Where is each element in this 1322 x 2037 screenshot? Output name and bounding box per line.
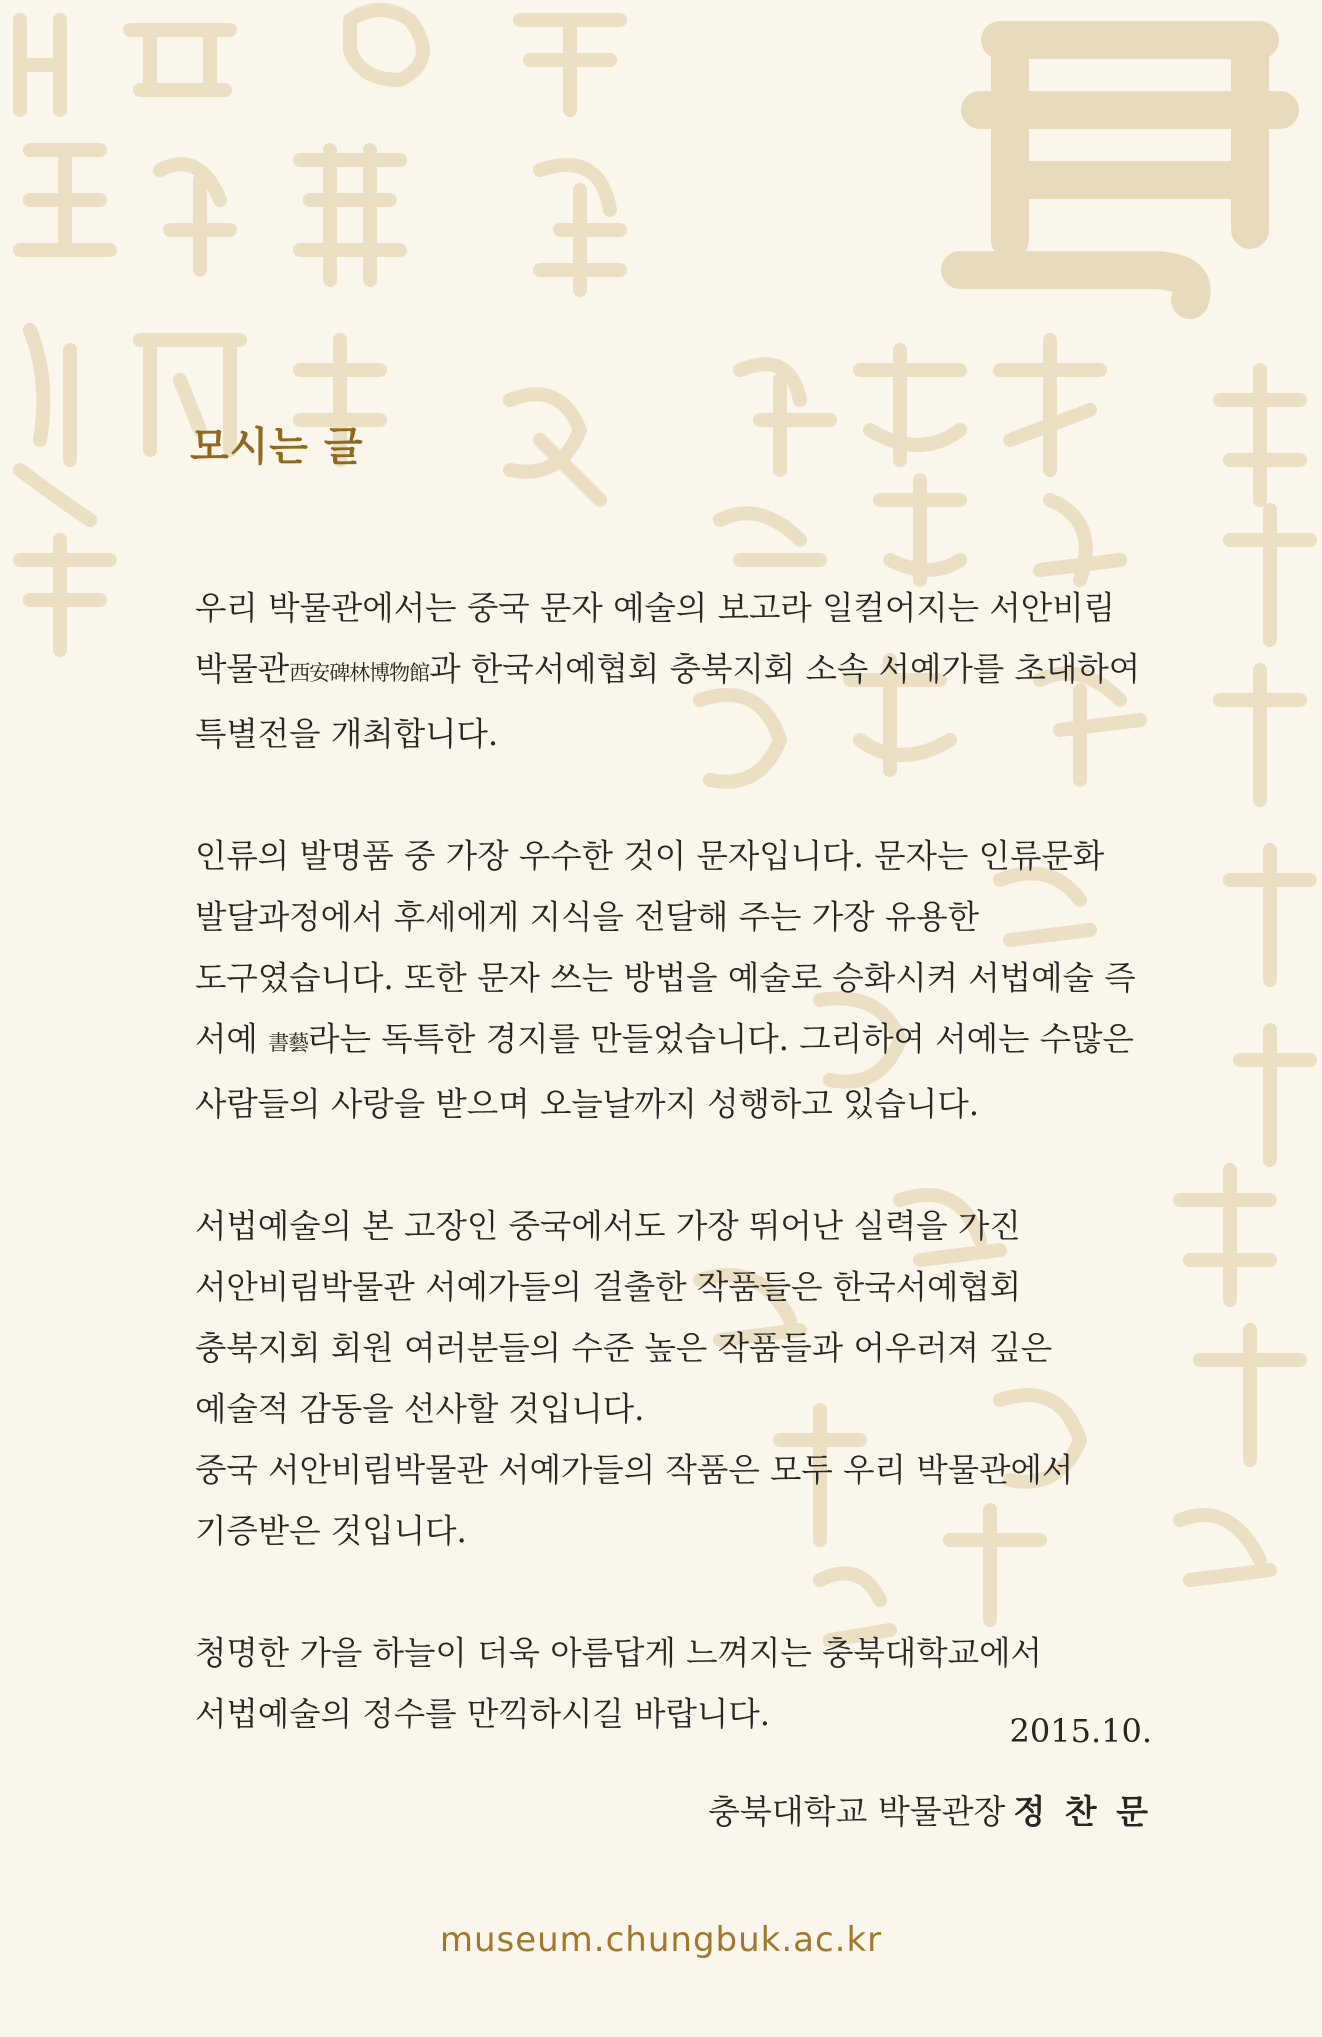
hanja-annotation: 書藝	[268, 1031, 309, 1055]
hanja-annotation: 西安碑林博物館	[289, 661, 430, 685]
letter-date: 2015.10.	[1009, 1712, 1152, 1750]
paragraph-writing	[195, 826, 1155, 1135]
museum-website-link[interactable]: museum.chungbuk.ac.kr	[439, 1920, 883, 1960]
letter-body	[195, 578, 1155, 1806]
paragraph-text: 라는 독특한 경지를 만들었습니다. 그리하여 서예는 수많은 사람들의 사랑을 받으며 오늘날까지 성행하고 있습니다.	[195, 1020, 1134, 1123]
page-title: 모시는 글	[190, 424, 364, 470]
paragraph-intro	[195, 578, 1155, 765]
paragraph-exhibition: 서법예술의 본 고장인 중국에서도 가장 뛰어난 실력을 가진 서안비림박물관 서예가들의 걸출한 작품들은 한국서예협회 충북지회 회원 여러분들의 수준 높은 작품들과 어우러져 깊은 예술적 감동을 선사할 것입니다.	[195, 1207, 1053, 1428]
paragraph-donation: 중국 서안비림박물관 서예가들의 작품은 모두 우리 박물관에서 기증받은 것입니다.	[195, 1451, 1074, 1550]
signature	[708, 1786, 1152, 1833]
signature-name: 정 찬 문	[1013, 1792, 1152, 1831]
paragraph-closing: 청명한 가을 하늘이 더욱 아름답게 느껴지는 충북대학교에서 서법예술의 정수를 만끽하시길 바랍니다.	[195, 1634, 1042, 1733]
paragraph-text: 인류의 발명품 중 가장 우수한 것이 문자입니다. 문자는 인류문화 발달과정에서 후세에게 지식을 전달해 주는 가장 유용한 도구였습니다. 또한 문자 쓰는 방법을 예술로 승화시켜 서법예술 즉 서예	[195, 837, 1136, 1058]
paragraph-text: 우리 박물관에서는 중국 문자 예술의 보고라 일컬어지는 서안비림 박물관	[195, 589, 1115, 688]
signature-position: 충북대학교 박물관장	[707, 1792, 1006, 1831]
paragraph-text: 과 한국서예협회 충북지회 소속 서예가를 초대하여 특별전을 개최합니다.	[195, 650, 1141, 753]
